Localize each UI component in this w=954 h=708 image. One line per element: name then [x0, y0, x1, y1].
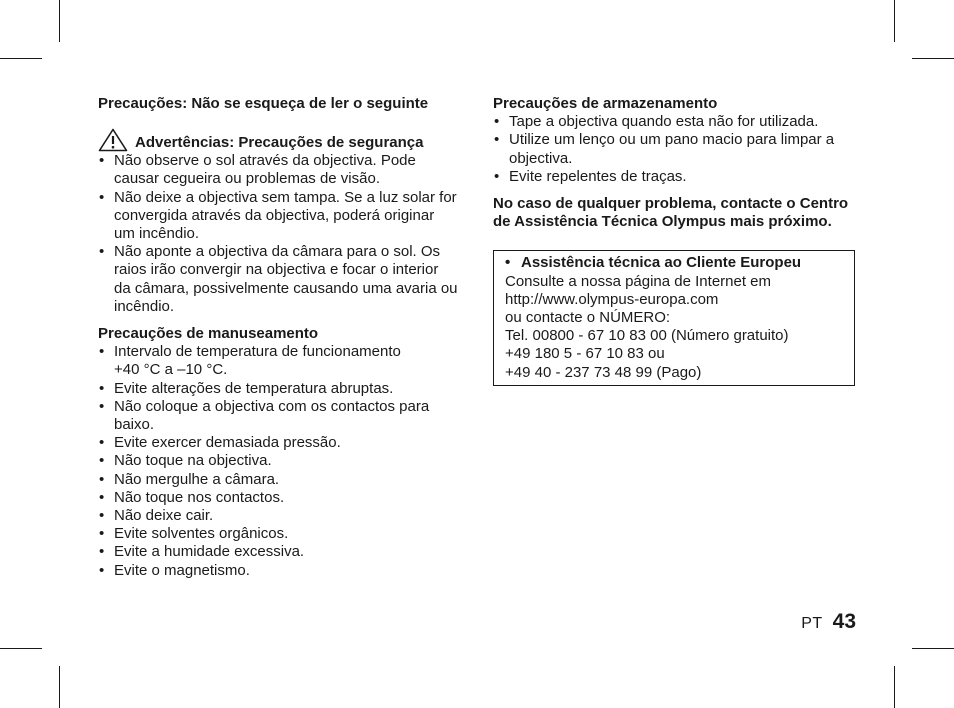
list-item: • Evite solventes orgânicos.	[98, 525, 458, 543]
list-item: • Evite exercer demasiada pressão.	[98, 434, 458, 452]
crop-mark	[912, 648, 954, 649]
list-item: • Não deixe a objectiva sem tampa. Se a luz solar for convergida através da objectiva, poderá originar um incêndio.	[98, 189, 458, 244]
language-label: PT	[801, 615, 823, 632]
crop-mark	[894, 666, 895, 708]
support-line: ou contacte o NÚMERO:	[505, 309, 671, 327]
bullet-icon: •	[505, 254, 511, 272]
list-item-text: Intervalo de temperatura de funcionamento	[114, 343, 401, 361]
crop-mark	[912, 58, 954, 59]
support-url: http://www.olympus-europa.com	[505, 290, 719, 308]
list-item: • Não coloque a objectiva com os contactos para baixo.	[98, 398, 458, 434]
handling-list	[98, 343, 458, 580]
warning-heading-text: Advertências: Precauções de segurança	[135, 134, 424, 151]
list-item: • Evite a humidade excessiva.	[98, 543, 458, 561]
precautions-heading: Precauções: Não se esqueça de ler o seguinte	[98, 95, 429, 112]
page-number: 43	[832, 610, 856, 633]
support-box-title	[505, 254, 844, 272]
support-box-title-text: Assistência técnica ao Cliente Europeu	[521, 254, 802, 272]
handling-heading: Precauções de manuseamento	[98, 325, 319, 343]
support-box	[493, 250, 855, 385]
page-footer	[801, 610, 856, 634]
list-item-text: +40 °C a –10 °C.	[114, 361, 228, 379]
warning-heading	[98, 128, 458, 152]
crop-mark	[0, 58, 42, 59]
list-item: • Não deixe cair.	[98, 507, 458, 525]
list-item: • Não toque na objectiva.	[98, 452, 458, 470]
support-line: Consulte a nossa página de Internet em	[505, 272, 772, 290]
crop-mark	[0, 648, 42, 649]
storage-heading: Precauções de armazenamento	[493, 95, 718, 112]
list-item: • Utilize um lenço ou um pano macio para limpar a objectiva.	[493, 131, 855, 167]
list-item: • Não aponte a objectiva da câmara para o sol. Os raios irão convergir na objectiva e focar o interior da câmara, possivelmente causando uma avaria ou incêndio.	[98, 243, 458, 316]
support-phone: Tel. 00800 - 67 10 83 00 (Número gratuito)	[505, 327, 789, 345]
crop-mark	[59, 0, 60, 42]
list-item: • Não mergulhe a câmara.	[98, 471, 458, 489]
list-item: • Não toque nos contactos.	[98, 489, 458, 507]
warning-icon	[98, 128, 128, 152]
storage-list	[493, 113, 855, 186]
list-item: • Evite o magnetismo.	[98, 562, 458, 580]
support-phone: +49 180 5 - 67 10 83 ou	[505, 345, 665, 363]
left-column	[98, 95, 458, 580]
right-column	[493, 95, 855, 386]
support-phone: +49 40 - 237 73 48 99 (Pago)	[505, 363, 702, 381]
list-item: • Tape a objectiva quando esta não for utilizada.	[493, 113, 855, 131]
list-item: • Evite alterações de temperatura abruptas.	[98, 380, 458, 398]
warning-list	[98, 152, 458, 316]
list-item: • Não observe o sol através da objectiva. Pode causar cegueira ou problemas de visão.	[98, 152, 458, 188]
crop-mark	[894, 0, 895, 42]
problem-note: No caso de qualquer problema, contacte o Centro de Assistência Técnica Olympus mais próximo.	[493, 195, 849, 231]
crop-mark	[59, 666, 60, 708]
list-item: • Evite repelentes de traças.	[493, 168, 855, 186]
list-item	[98, 343, 458, 379]
